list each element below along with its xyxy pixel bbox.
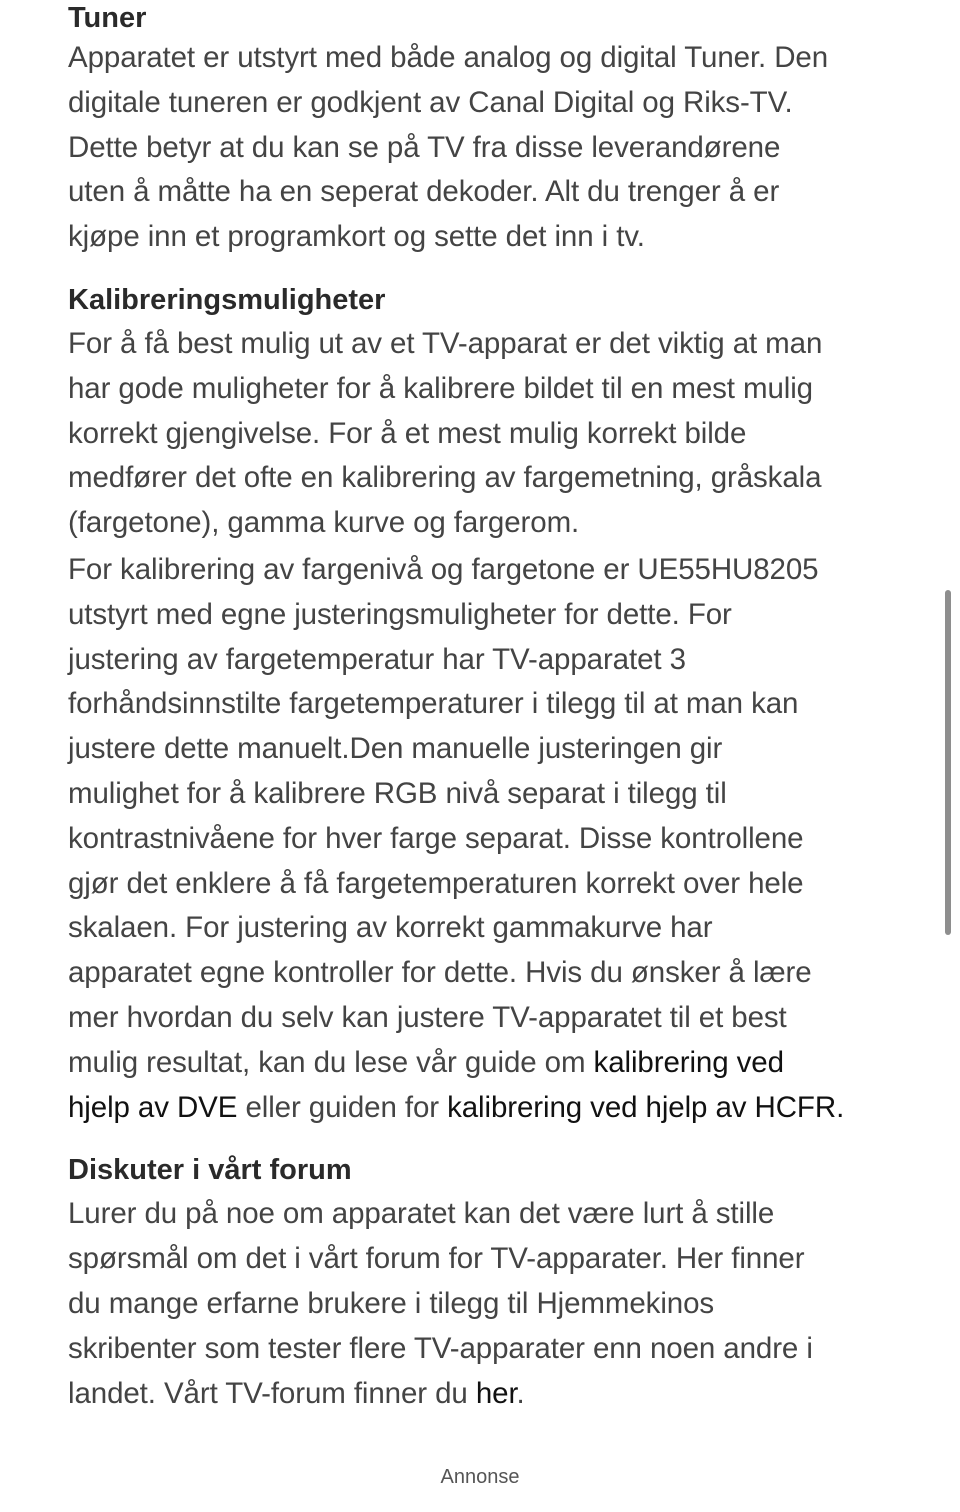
text-line: spørsmål om det i vårt forum for TV-apparater. Her finner — [68, 1242, 805, 1276]
text-line: mulighet for å kalibrere RGB nivå separat i tilegg til — [68, 776, 727, 810]
text-segment: . — [516, 1376, 525, 1410]
text-line: Dette betyr at du kan se på TV fra disse leverandørene — [68, 130, 781, 164]
scrollbar-thumb[interactable] — [945, 590, 951, 935]
text-line — [68, 1041, 908, 1086]
text-line: For å få best mulig ut av et TV-apparat er det viktig at man — [68, 326, 823, 360]
link-kalibrering-dve-continued[interactable]: hjelp av DVE — [68, 1090, 238, 1124]
text-line: gjør det enklere å få fargetemperaturen korrekt over hele — [68, 866, 804, 900]
text-segment: . — [836, 1090, 845, 1124]
text-line: forhåndsinnstilte fargetemperaturer i tilegg til at man kan — [68, 687, 799, 721]
section-kalibrering — [68, 282, 908, 1130]
section-title-tuner: Tuner — [68, 2, 147, 34]
text-line: skribenter som tester flere TV-apparater enn noen andre i — [68, 1331, 813, 1365]
text-line — [68, 1086, 908, 1131]
section-tuner — [68, 0, 908, 260]
paragraph-kalibrering-2 — [68, 548, 908, 1130]
text-line: har gode muligheter for å kalibrere bildet til en mest mulig — [68, 371, 813, 405]
text-line: For kalibrering av fargenivå og fargetone er UE55HU8205 — [68, 552, 819, 586]
text-line: apparatet egne kontroller for dette. Hvis du ønsker å lære — [68, 956, 812, 990]
text-line: Lurer du på noe om apparatet kan det være lurt å stille — [68, 1197, 775, 1231]
section-forum — [68, 1152, 908, 1416]
text-line: kontrastnivåene for hver farge separat. Disse kontrollene — [68, 821, 804, 855]
text-line: korrekt gjengivelse. For å et mest mulig korrekt bilde — [68, 416, 747, 450]
text-line: skalaen. For justering av korrekt gammakurve har — [68, 911, 713, 945]
section-title-forum: Diskuter i vårt forum — [68, 1154, 352, 1187]
text-line: du mange erfarne brukere i tilegg til Hjemmekinos — [68, 1286, 715, 1320]
text-line: Apparatet er utstyrt med både analog og digital Tuner. Den — [68, 41, 829, 74]
paragraph-tuner — [68, 36, 908, 260]
text-line — [68, 1372, 908, 1417]
text-line: mer hvordan du selv kan justere TV-apparatet til et best — [68, 1000, 787, 1034]
text-line: utstyrt med egne justeringsmuligheter for dette. For — [68, 597, 732, 631]
paragraph-kalibrering-1 — [68, 322, 908, 546]
section-title-kalibrering: Kalibreringsmuligheter — [68, 283, 386, 316]
link-kalibrering-dve[interactable]: kalibrering ved — [593, 1045, 784, 1079]
text-line: justere dette manuelt.Den manuelle justeringen gir — [68, 732, 723, 766]
text-line: justering av fargetemperatur har TV-apparatet 3 — [68, 642, 686, 676]
text-segment: mulig resultat, kan du lese vår guide om — [68, 1045, 594, 1079]
text-segment: landet. Vårt TV-forum finner du — [68, 1376, 476, 1410]
text-line: kjøpe inn et programkort og sette det inn i tv. — [68, 220, 645, 254]
text-line: uten å måtte ha en seperat dekoder. Alt du trenger å er — [68, 175, 780, 209]
paragraph-forum — [68, 1192, 908, 1416]
text-segment: eller guiden for — [237, 1090, 448, 1124]
article-content — [68, 0, 908, 1416]
ad-label: Annonse — [440, 1466, 520, 1488]
text-line: (fargetone), gamma kurve og fargerom. — [68, 506, 580, 540]
text-line: medfører det ofte en kalibrering av fargemetning, gråskala — [68, 461, 822, 495]
link-kalibrering-hcfr[interactable]: kalibrering ved hjelp av HCFR — [447, 1090, 837, 1124]
text-line: digitale tuneren er godkjent av Canal Digital og Riks-TV. — [68, 85, 793, 119]
link-forum-her[interactable]: her — [475, 1376, 517, 1410]
